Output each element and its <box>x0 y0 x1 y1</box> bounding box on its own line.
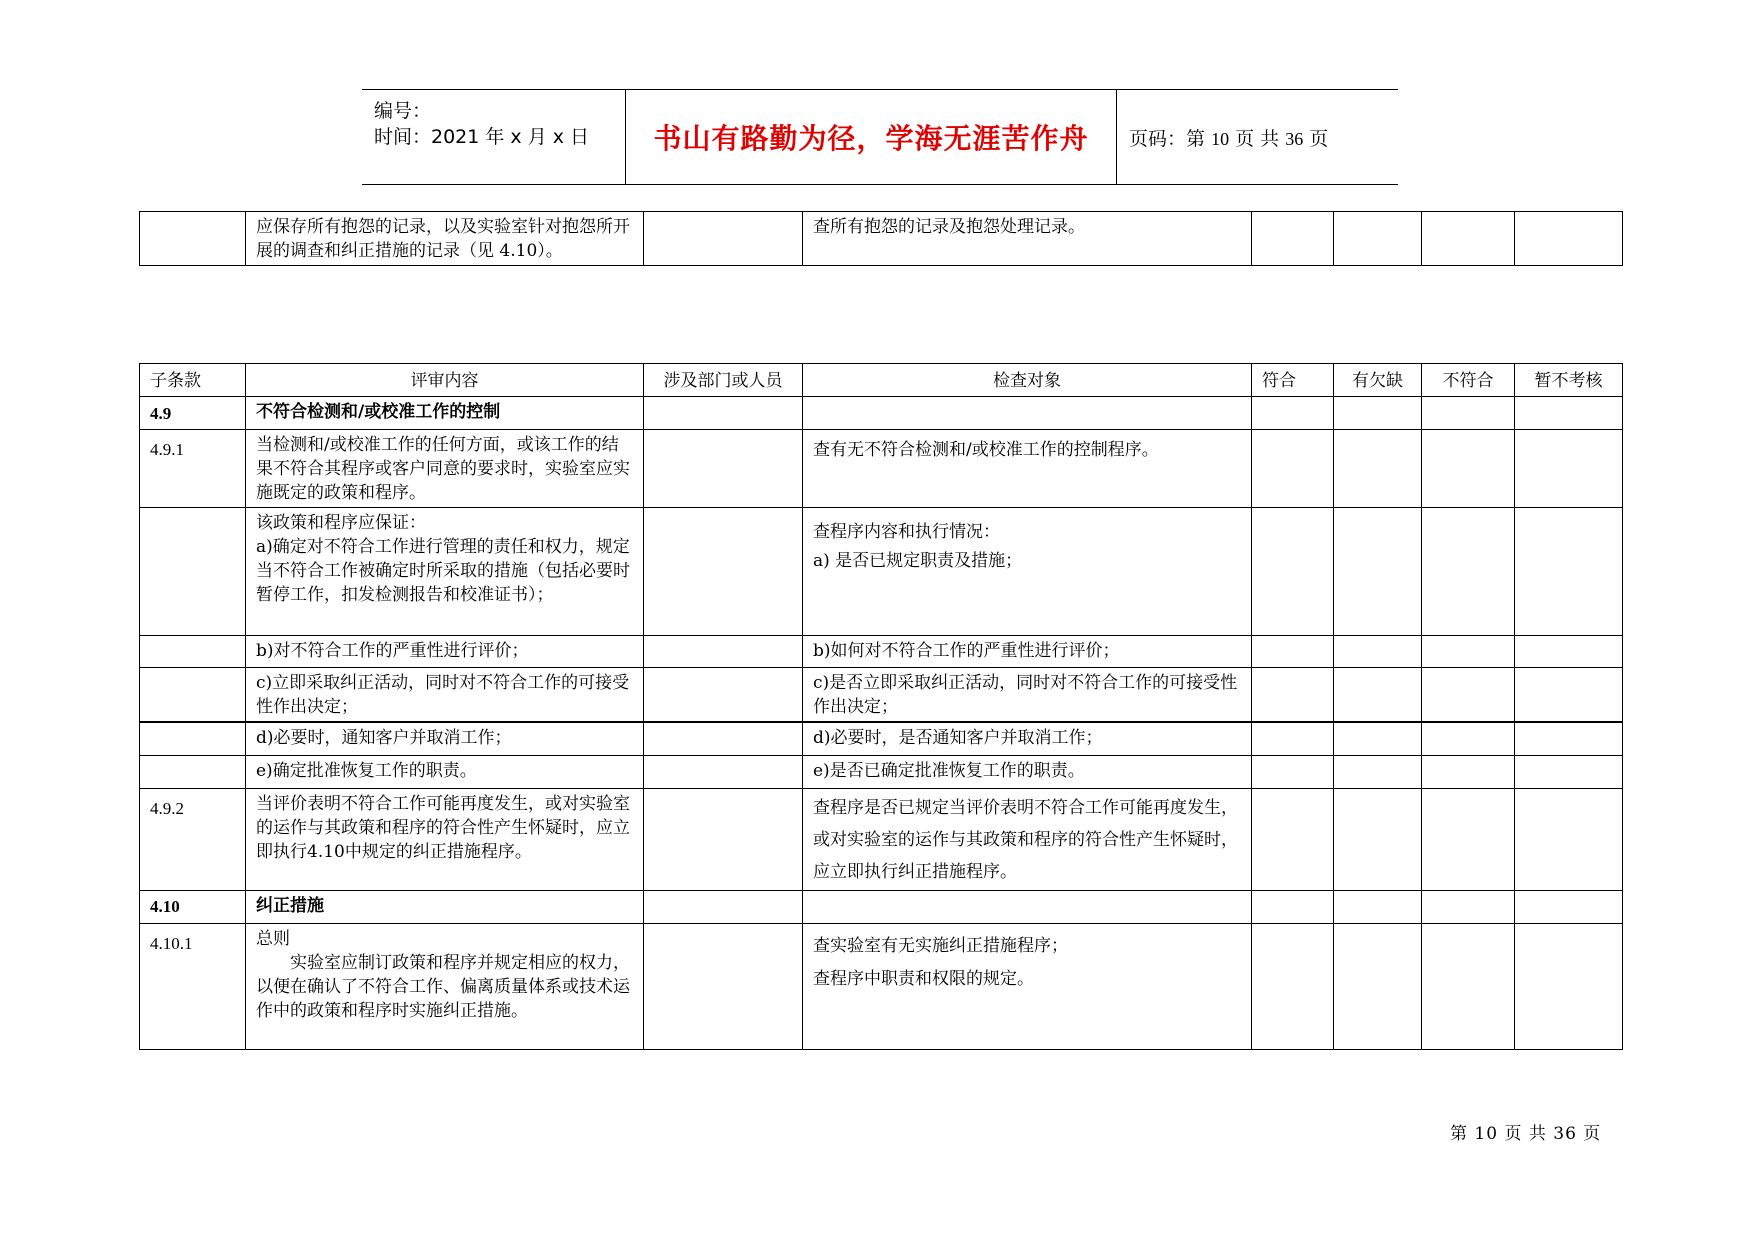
table-row <box>140 668 1623 723</box>
clause-cell <box>140 668 246 723</box>
content-body: 实验室应制订政策和程序并规定相应的权力，以便在确认了不符合工作、偏离质量体系或技术运作中的政策和程序时实施纠正措施。 <box>256 952 630 1021</box>
header-content: 评审内容 <box>246 364 644 397</box>
content-cell <box>246 508 644 636</box>
table-row <box>140 636 1623 668</box>
motto: 书山有路勤为径，学海无涯苦作舟 <box>653 122 1089 155</box>
header-deficient: 有欠缺 <box>1334 364 1422 397</box>
object-cell: 查所有抱怨的记录及抱怨处理记录。 <box>803 212 1252 266</box>
object-line-1: 查实验室有无实施纠正措施程序； <box>813 935 1068 956</box>
object-cell: 查程序是否已规定当评价表明不符合工作可能再度发生，或对实验室的运作与其政策和程序的符合性产生怀疑时，应立即执行纠正措施程序。 <box>803 788 1252 890</box>
header-row <box>140 364 1623 397</box>
clause-cell <box>140 636 246 668</box>
clause-cell <box>140 508 246 636</box>
content-cell: 纠正措施 <box>246 890 644 923</box>
object-cell <box>803 397 1252 430</box>
content-heading: 总则 <box>256 928 290 949</box>
object-cell: 查有无不符合检测和/或校准工作的控制程序。 <box>803 430 1252 508</box>
table-row <box>140 430 1623 508</box>
table-row <box>140 755 1623 788</box>
header-clause: 子条款 <box>140 364 246 397</box>
table-row <box>140 722 1623 755</box>
object-item-a: a) 是否已规定职责及措施； <box>813 551 1023 571</box>
department-cell <box>644 923 803 1049</box>
object-cell: c)是否立即采取纠正活动，同时对不符合工作的可接受性作出决定； <box>803 668 1252 723</box>
department-cell <box>644 212 803 266</box>
document-header <box>362 89 1398 185</box>
object-cell: b)如何对不符合工作的严重性进行评价； <box>803 636 1252 668</box>
code-label: 编号： <box>374 100 432 122</box>
object-cell <box>803 890 1252 923</box>
department-cell <box>644 755 803 788</box>
department-cell <box>644 430 803 508</box>
nonconform-cell <box>1422 212 1515 266</box>
clause-cell <box>140 212 246 266</box>
header-page-cell <box>1117 90 1398 184</box>
clause-cell: 4.9.2 <box>140 788 246 890</box>
content-cell: 不符合检测和/或校准工作的控制 <box>246 397 644 430</box>
clause-cell: 4.9 <box>140 397 246 430</box>
page-total: 36 <box>1285 128 1304 149</box>
content-cell: 当检测和/或校准工作的任何方面，或该工作的结果不符合其程序或客户同意的要求时，实验室应实施既定的政策和程序。 <box>246 430 644 508</box>
continuation-table <box>139 211 1623 266</box>
review-table <box>139 363 1623 1050</box>
content-cell: d)必要时，通知客户并取消工作； <box>246 722 644 755</box>
object-cell <box>803 923 1252 1049</box>
department-cell <box>644 722 803 755</box>
not-assessed-cell <box>1515 212 1623 266</box>
header-object: 检查对象 <box>803 364 1252 397</box>
table-row <box>140 890 1623 923</box>
clause-cell: 4.9.1 <box>140 430 246 508</box>
table-row <box>140 397 1623 430</box>
content-cell <box>246 923 644 1049</box>
page-footer: 第 10 页 共 36 页 <box>1450 1124 1602 1144</box>
department-cell <box>644 890 803 923</box>
department-cell <box>644 636 803 668</box>
page-indicator: 页码：第 10 页 共 36 页 <box>1129 127 1329 150</box>
page-current: 10 <box>1211 128 1230 149</box>
header-department: 涉及部门或人员 <box>644 364 803 397</box>
deficient-cell <box>1334 212 1422 266</box>
content-item-a: a)确定对不符合工作进行管理的责任和权力，规定当不符合工作被确定时所采取的措施（包括必要时暂停工作，扣发检测报告和校准证书）； <box>256 537 630 605</box>
clause-cell <box>140 722 246 755</box>
clause-cell: 4.10.1 <box>140 923 246 1049</box>
clause-cell: 4.10 <box>140 890 246 923</box>
header-conform: 符合 <box>1252 364 1334 397</box>
table-row <box>140 788 1623 890</box>
department-cell <box>644 508 803 636</box>
header-motto-cell <box>626 90 1117 184</box>
content-cell: 应保存所有抱怨的记录，以及实验室针对抱怨所开展的调查和纠正措施的记录（见 4.10）。 <box>246 212 644 266</box>
object-cell <box>803 508 1252 636</box>
object-line-2: 查程序中职责和权限的规定。 <box>813 968 1034 989</box>
content-cell: e)确定批准恢复工作的职责。 <box>246 755 644 788</box>
table-row <box>140 923 1623 1049</box>
department-cell <box>644 397 803 430</box>
object-cell: d)必要时，是否通知客户并取消工作； <box>803 722 1252 755</box>
content-cell: b)对不符合工作的严重性进行评价； <box>246 636 644 668</box>
content-cell: c)立即采取纠正活动，同时对不符合工作的可接受性作出决定； <box>246 668 644 723</box>
header-not-assessed: 暂不考核 <box>1515 364 1623 397</box>
conform-cell <box>1252 212 1334 266</box>
time-label: 时间：2021 年 x 月 x 日 <box>374 126 590 148</box>
content-intro: 该政策和程序应保证： <box>256 513 426 533</box>
header-left-cell <box>362 90 626 184</box>
content-cell: 当评价表明不符合工作可能再度发生，或对实验室的运作与其政策和程序的符合性产生怀疑时，应立即执行4.10中规定的纠正措施程序。 <box>246 788 644 890</box>
object-intro: 查程序内容和执行情况： <box>813 522 1000 542</box>
object-cell: e)是否已确定批准恢复工作的职责。 <box>803 755 1252 788</box>
department-cell <box>644 668 803 723</box>
clause-cell <box>140 755 246 788</box>
department-cell <box>644 788 803 890</box>
table-row <box>140 508 1623 636</box>
table-row <box>140 212 1623 266</box>
header-nonconform: 不符合 <box>1422 364 1515 397</box>
